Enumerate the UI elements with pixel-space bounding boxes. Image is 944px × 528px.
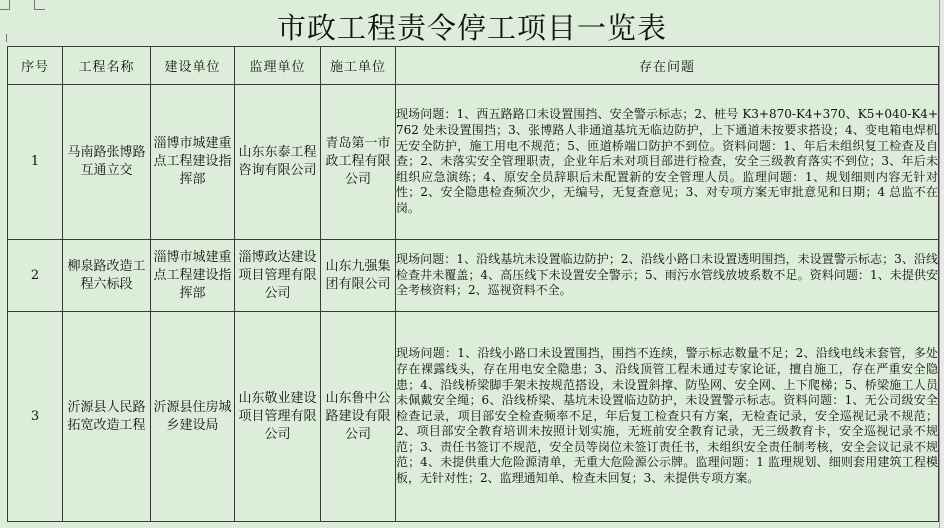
- project-table: [7, 46, 939, 522]
- header-contractor: 施工单位: [321, 47, 396, 85]
- row-project: 沂源县人民路拓宽改造工程: [63, 312, 151, 522]
- row-contractor: 山东九强集团有限公司: [321, 240, 396, 312]
- row-project: 柳泉路改造工程六标段: [63, 240, 151, 312]
- row-supervisor: 山东敬业建设项目管理有限公司: [235, 312, 321, 522]
- table-header-row: [8, 47, 939, 85]
- table-row: [8, 85, 939, 240]
- row-contractor: 山东鲁中公路建设有限公司: [321, 312, 396, 522]
- row-project: 马南路张博路互通立交: [63, 85, 151, 240]
- header-builder: 建设单位: [151, 47, 235, 85]
- header-project: 工程名称: [63, 47, 151, 85]
- header-issues: 存在问题: [396, 47, 939, 85]
- row-issues: 现场问题：1、沿线基坑未设置临边防护；2、沿线小路口未设置透明围挡，未设置警示标志；3、沿线检查井未覆盖；4、高压线下未设置安全警示；5、雨污水管线放坡系数不足。资料问题：1、未提供安全考核资料；2、巡视资料不全。: [396, 240, 939, 312]
- header-supervisor: 监理单位: [235, 47, 321, 85]
- page-title: 市政工程责令停工项目一览表: [276, 11, 667, 45]
- row-index: 1: [8, 85, 63, 240]
- row-index: 3: [8, 312, 63, 522]
- row-builder: 沂源县住房城乡建设局: [151, 312, 235, 522]
- row-builder: 淄博市城建重点工程建设指挥部: [151, 85, 235, 240]
- row-issues: 现场问题：1、沿线小路口未设置围挡，围挡不连续，警示标志数量不足；2、沿线电线未套管，多处存在裸露线头，存在用电安全隐患；3、沿线顶管工程未通过专家论证，擅自施工，存在严重安全隐患；4、沿线桥梁脚手架未按规范搭设，未设置斜撑、防坠网、安全网、上下爬梯；5、桥梁施工人员未佩戴安全绳；6、沿线桥梁、基坑未设置临边防护，未设置警示标志。资料问题：1、无公司级安全检查记录，项目部安全检查频率不足，年后复工检查只有方案，无检查记录，安全巡视记录不规范；2、项目部安全教育培训未按照计划实施，无班前安全教育记录，无三级教育卡，安全巡视记录不规范；3、责任书签订不规范，安全员等岗位未签订责任书，未组织安全责任制考核，安全会议记录不规范；4、未提供重大危险源清单，无重大危险源公示牌。监理问题：1 监理规划、细则套用建筑工程模板，无针对性；2、监理通知单、检查未回复；3、未提供专项方案。: [396, 312, 939, 522]
- window-scrollbar-edge[interactable]: [939, 0, 944, 528]
- header-index: 序号: [8, 47, 63, 85]
- row-supervisor: 淄博政达建设项目管理有限公司: [235, 240, 321, 312]
- row-index: 2: [8, 240, 63, 312]
- table-row: [8, 240, 939, 312]
- row-contractor: 青岛第一市政工程有限公司: [321, 85, 396, 240]
- row-supervisor: 山东东泰工程咨询有限公司: [235, 85, 321, 240]
- row-issues: 现场问题：1、西五路路口未设置围挡、安全警示标志；2、桩号 K3+870-K4+370、K5+040-K4+762 处未设置围挡；3、张博路人非通道基坑无临边防护，上下通道未按要求搭设；4、变电箱电焊机无安全防护，施工用电不规范；5、匝道桥端口防护不到位。资料问题：1、年后未组织复工检查及自查；2、未落实安全管理职责，企业年后未对项目部进行检查，安全三级教育落实不到位；3、年后未组织应急演练；4、原安全员辞职后未配置新的安全管理人员。监理问题：1、规划细则内容无针对性；2、安全隐患检查频次少，无编号，无复查意见；3、对专项方案无审批意见和日期；4 总监不在岗。: [396, 85, 939, 240]
- table-row: [8, 312, 939, 522]
- row-builder: 淄博市城建重点工程建设指挥部: [151, 240, 235, 312]
